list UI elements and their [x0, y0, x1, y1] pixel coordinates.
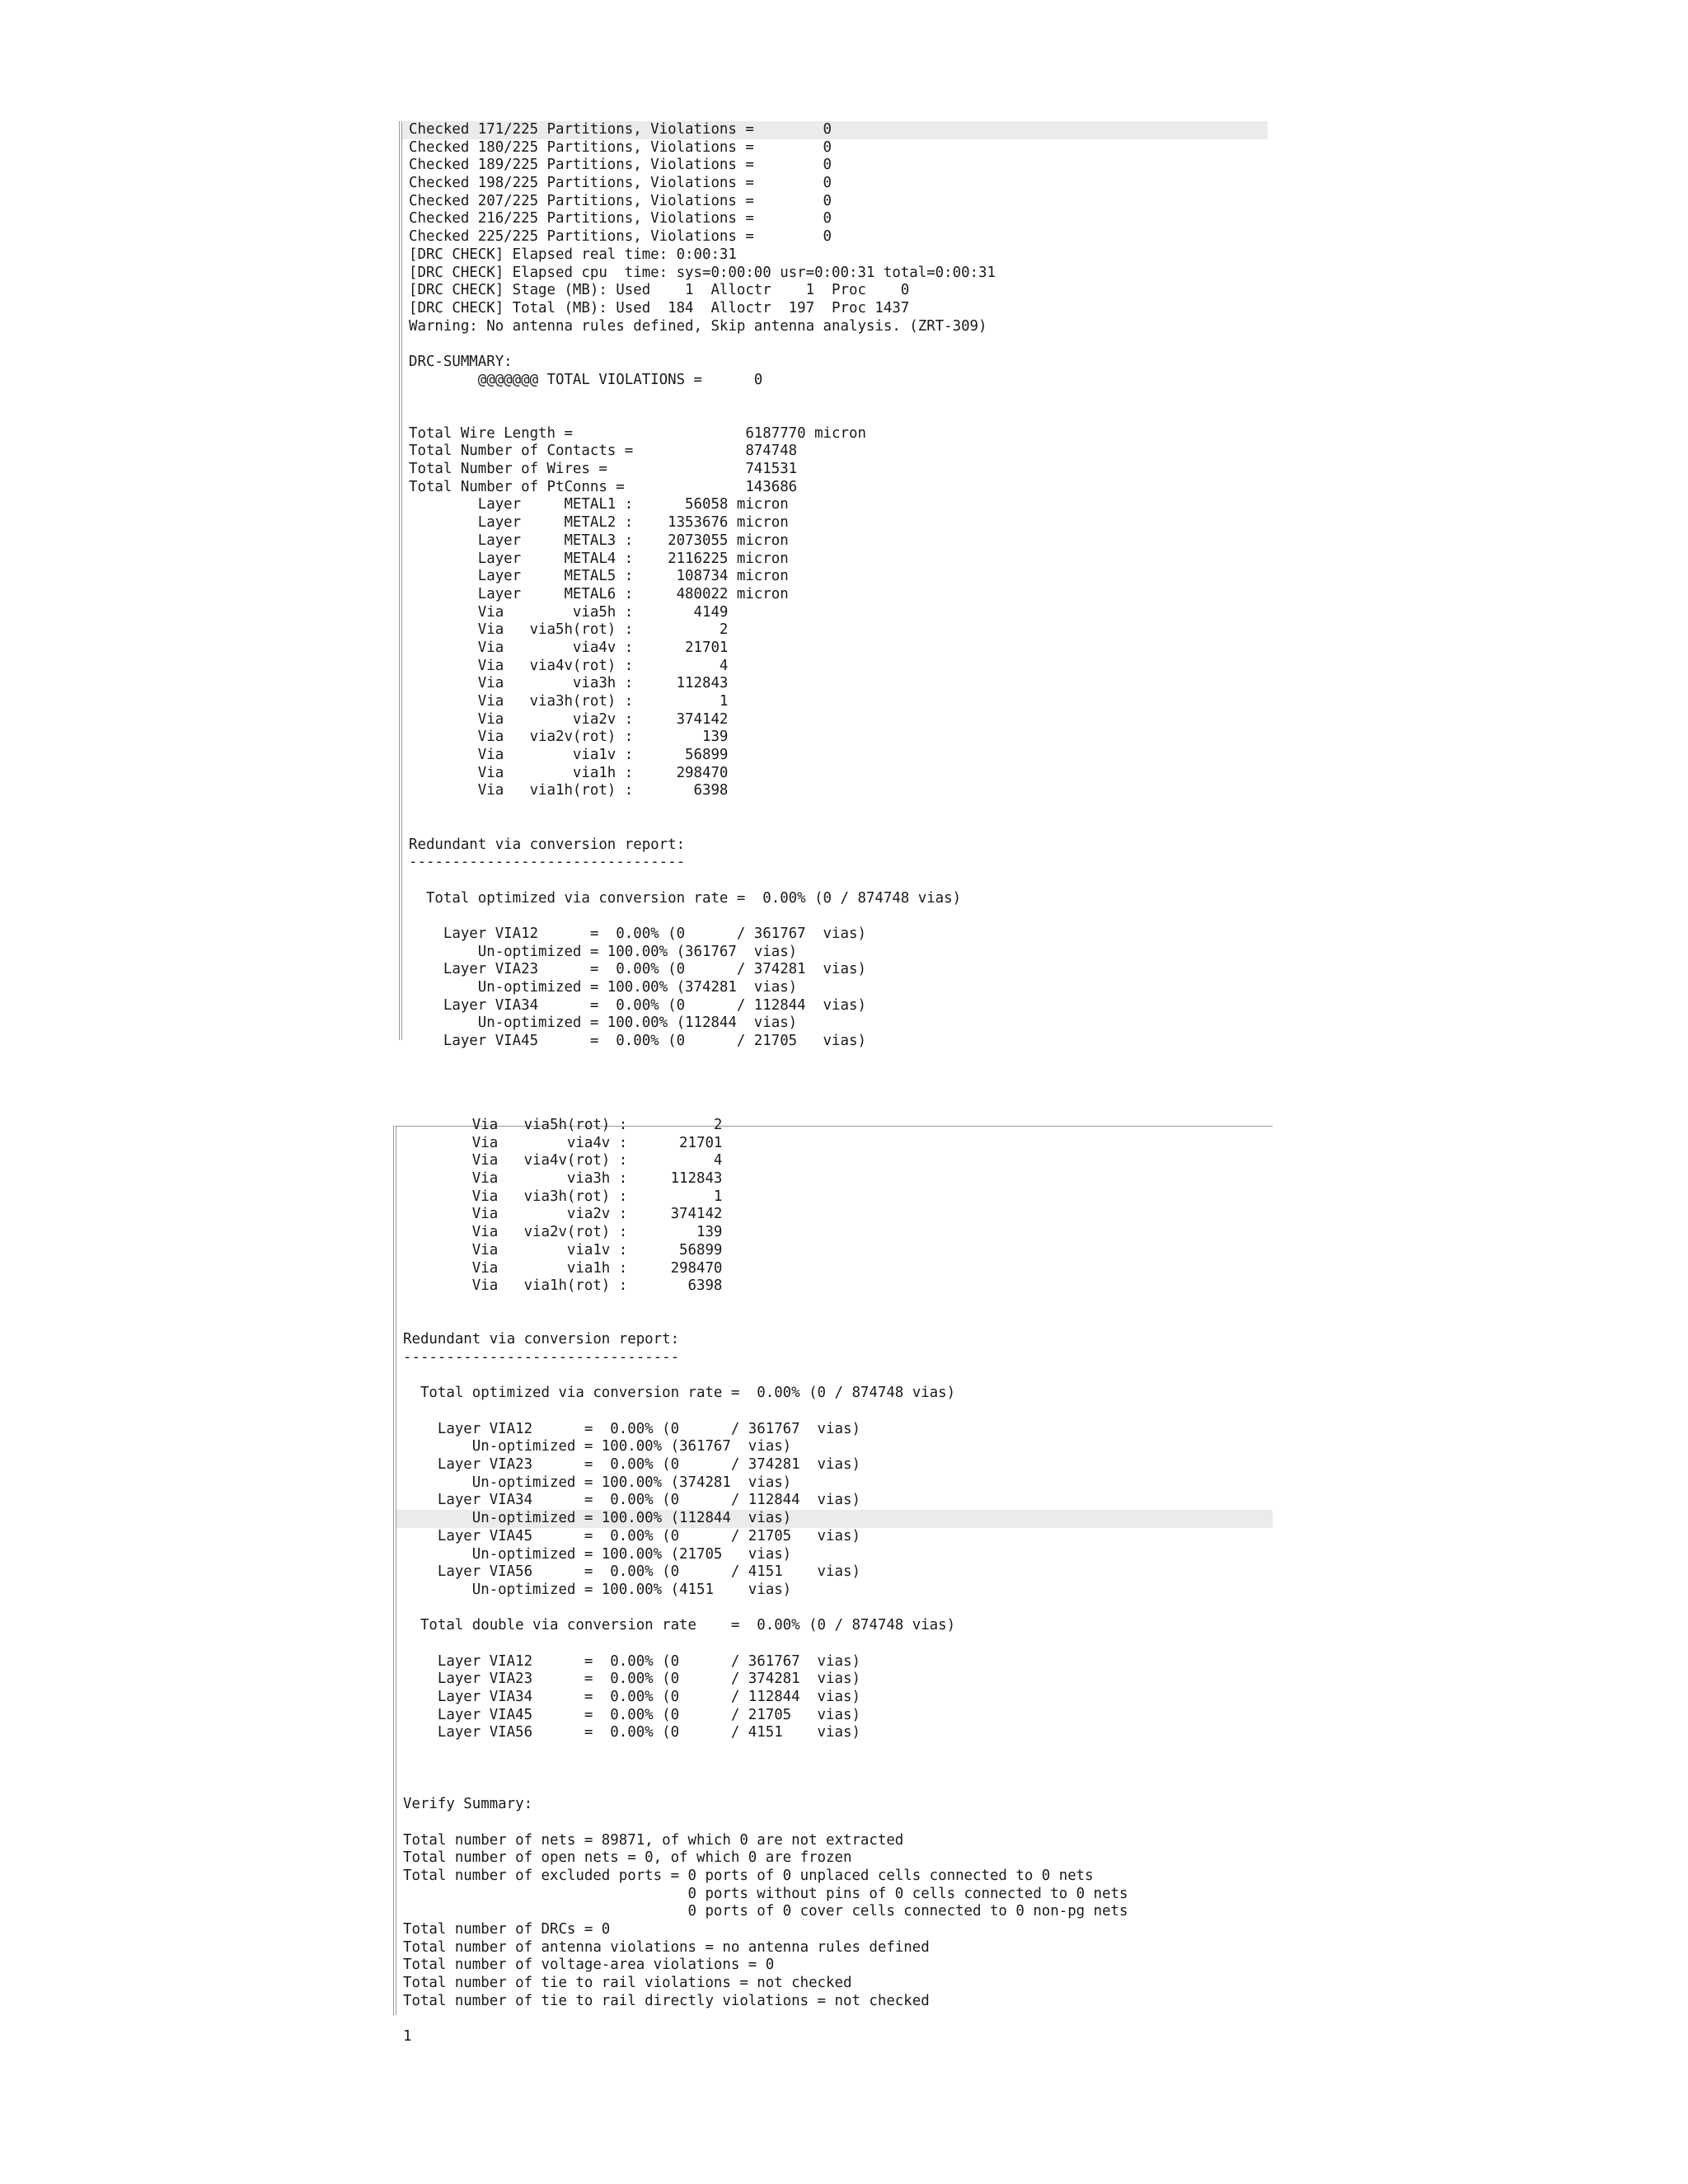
- terminal-line: Layer VIA12 = 0.00% (0 / 361767 vias): [403, 1420, 860, 1437]
- terminal-line: Via via1h : 298470: [409, 764, 729, 781]
- terminal-line: Total number of excluded ports = 0 ports of 0 unplaced cells connected to 0 nets: [403, 1867, 1094, 1884]
- terminal-line: Un-optimized = 100.00% (361767 vias): [409, 943, 798, 960]
- terminal-line: [403, 1403, 1273, 1421]
- terminal-line: Verify Summary:: [403, 1796, 533, 1813]
- terminal-line: Layer METAL1 : 56058 micron: [409, 496, 789, 513]
- terminal-line: Via via3h(rot) : 1: [409, 693, 729, 710]
- terminal-line: Total number of tie to rail violations = not checked: [403, 1975, 852, 1991]
- terminal-line: Checked 180/225 Partitions, Violations = 0: [409, 138, 832, 156]
- terminal-line: [403, 1760, 1273, 1779]
- terminal-line: Total number of DRCs = 0: [403, 1920, 611, 1938]
- terminal-line: 1: [403, 2028, 412, 2046]
- terminal-line: Checked 216/225 Partitions, Violations = 0: [409, 210, 832, 227]
- terminal-line: Checked 189/225 Partitions, Violations = 0: [409, 157, 832, 174]
- terminal-line: [DRC CHECK] Stage (MB): Used 1 Alloctr 1 Proc 0: [409, 282, 910, 299]
- terminal-line: 0 ports without pins of 0 cells connected to 0 nets: [403, 1885, 1128, 1902]
- terminal-line: Via via1h(rot) : 6398: [409, 782, 729, 799]
- terminal-line: Layer METAL4 : 2116225 micron: [409, 550, 789, 567]
- terminal-line: Via via5h(rot) : 2: [409, 621, 729, 639]
- terminal-line: Layer VIA23 = 0.00% (0 / 374281 vias): [403, 1456, 860, 1474]
- terminal-line-highlighted: Un-optimized = 100.00% (112844 vias): [396, 1510, 1273, 1528]
- terminal-line: Via via4v(rot) : 4: [403, 1152, 723, 1169]
- terminal-line: Warning: No antenna rules defined, Skip antenna analysis. (ZRT-309): [409, 317, 987, 335]
- terminal-line: [409, 389, 1268, 407]
- terminal-line: Total number of voltage-area violations = 0: [403, 1957, 775, 1974]
- terminal-line: Total number of open nets = 0, of which 0 are frozen: [403, 1849, 852, 1867]
- terminal-line: Layer METAL2 : 1353676 micron: [409, 514, 789, 532]
- terminal-line: Redundant via conversion report:: [403, 1331, 680, 1348]
- terminal-line: Total Number of Wires = 741531: [409, 461, 798, 478]
- terminal-line: Layer METAL5 : 108734 micron: [409, 568, 789, 585]
- terminal-line: Un-optimized = 100.00% (4151 vias): [403, 1581, 792, 1598]
- terminal-panel-top[interactable]: [399, 121, 1268, 1050]
- terminal-line: [403, 1600, 1273, 1618]
- terminal-line: Layer VIA34 = 0.00% (0 / 112844 vias): [403, 1492, 860, 1509]
- terminal-output-top: [409, 121, 1268, 1051]
- terminal-line: Layer VIA45 = 0.00% (0 / 21705 vias): [409, 1033, 866, 1050]
- terminal-line: Via via2v(rot) : 139: [403, 1224, 723, 1241]
- terminal-line: [409, 335, 1268, 354]
- terminal-line: Via via3h : 112843: [409, 675, 729, 692]
- terminal-line: Checked 198/225 Partitions, Violations = 0: [409, 175, 832, 192]
- terminal-line: [409, 407, 1268, 425]
- terminal-line: [403, 1367, 1273, 1385]
- terminal-line: Layer VIA56 = 0.00% (0 / 4151 vias): [403, 1724, 860, 1741]
- terminal-line: Checked 225/225 Partitions, Violations = 0: [409, 228, 832, 246]
- terminal-line: Total number of nets = 89871, of which 0 are not extracted: [403, 1831, 904, 1849]
- terminal-line: [DRC CHECK] Elapsed real time: 0:00:31: [409, 246, 737, 263]
- terminal-output-bottom: [403, 1117, 1273, 2046]
- terminal-line: Un-optimized = 100.00% (21705 vias): [403, 1545, 792, 1563]
- terminal-line: Total double via conversion rate = 0.00% (0 / 874748 vias): [403, 1617, 956, 1634]
- terminal-line: Layer METAL3 : 2073055 micron: [409, 532, 789, 549]
- terminal-line: [403, 1635, 1273, 1653]
- terminal-line: Layer VIA45 = 0.00% (0 / 21705 vias): [403, 1706, 860, 1723]
- terminal-line: [403, 1742, 1273, 1760]
- terminal-line: Total Number of Contacts = 874748: [409, 443, 798, 460]
- terminal-line: Via via5h(rot) : 2: [403, 1117, 723, 1133]
- terminal-line: Total number of antenna violations = no antenna rules defined: [403, 1938, 930, 1956]
- terminal-panel-bottom[interactable]: [393, 1117, 1273, 2046]
- terminal-line: Un-optimized = 100.00% (374281 vias): [403, 1474, 792, 1491]
- terminal-line: [403, 1778, 1273, 1796]
- terminal-line: Layer VIA12 = 0.00% (0 / 361767 vias): [409, 925, 866, 942]
- terminal-line: Total optimized via conversion rate = 0.00% (0 / 874748 vias): [409, 889, 962, 907]
- terminal-line: Via via1h : 298470: [403, 1259, 723, 1277]
- terminal-line: [409, 818, 1268, 837]
- terminal-line: Via via1v : 56899: [403, 1241, 723, 1258]
- terminal-line: Via via2v : 374142: [409, 710, 729, 728]
- terminal-line: [403, 2010, 1273, 2028]
- terminal-line: Via via1v : 56899: [409, 747, 729, 764]
- terminal-line: Redundant via conversion report:: [409, 836, 686, 853]
- terminal-line: Layer VIA34 = 0.00% (0 / 112844 vias): [403, 1689, 860, 1705]
- terminal-line: Layer METAL6 : 480022 micron: [409, 585, 789, 602]
- terminal-line: [409, 800, 1268, 818]
- terminal-line: Layer VIA34 = 0.00% (0 / 112844 vias): [409, 996, 866, 1014]
- terminal-line: Via via1h(rot) : 6398: [403, 1277, 723, 1295]
- terminal-line: [409, 872, 1268, 890]
- terminal-line: Via via4v : 21701: [403, 1134, 723, 1151]
- terminal-line: @@@@@@@ TOTAL VIOLATIONS = 0: [409, 371, 763, 388]
- terminal-line: Checked 207/225 Partitions, Violations = 0: [409, 192, 832, 209]
- terminal-line: [DRC CHECK] Total (MB): Used 184 Alloctr 197 Proc 1437: [409, 299, 910, 316]
- terminal-line: Via via4v : 21701: [409, 639, 729, 656]
- terminal-line: Layer VIA12 = 0.00% (0 / 361767 vias): [403, 1652, 860, 1670]
- terminal-line: Total number of tie to rail directly violations = not checked: [403, 1992, 930, 2009]
- terminal-line: [403, 1314, 1273, 1332]
- terminal-line: Via via2v(rot) : 139: [409, 729, 729, 746]
- terminal-line: Layer VIA23 = 0.00% (0 / 374281 vias): [403, 1671, 860, 1688]
- terminal-line: [403, 1814, 1273, 1832]
- terminal-line: Layer VIA56 = 0.00% (0 / 4151 vias): [403, 1563, 860, 1581]
- terminal-line: Via via3h(rot) : 1: [403, 1188, 723, 1205]
- terminal-line: Total optimized via conversion rate = 0.00% (0 / 874748 vias): [403, 1385, 956, 1402]
- terminal-line: [409, 907, 1268, 926]
- terminal-line: Layer VIA23 = 0.00% (0 / 374281 vias): [409, 961, 866, 978]
- terminal-line: Layer VIA45 = 0.00% (0 / 21705 vias): [403, 1527, 860, 1544]
- terminal-line-highlighted: Checked 171/225 Partitions, Violations = 0: [402, 121, 1268, 139]
- terminal-line: --------------------------------: [409, 854, 686, 871]
- terminal-line: Un-optimized = 100.00% (361767 vias): [403, 1438, 792, 1455]
- terminal-line: Total Number of PtConns = 143686: [409, 478, 798, 495]
- terminal-line: [DRC CHECK] Elapsed cpu time: sys=0:00:00 usr=0:00:31 total=0:00:31: [409, 264, 996, 281]
- terminal-line: [403, 1296, 1273, 1314]
- terminal-line: Un-optimized = 100.00% (374281 vias): [409, 979, 798, 996]
- terminal-line: Total Wire Length = 6187770 micron: [409, 424, 866, 442]
- terminal-line: DRC-SUMMARY:: [409, 353, 513, 370]
- terminal-line: Via via5h : 4149: [409, 603, 729, 621]
- terminal-line: Via via3h : 112843: [403, 1170, 723, 1188]
- terminal-line: Via via4v(rot) : 4: [409, 657, 729, 674]
- terminal-line: --------------------------------: [403, 1348, 680, 1366]
- terminal-line: 0 ports of 0 cover cells connected to 0 non-pg nets: [403, 1903, 1128, 1920]
- terminal-line: Via via2v : 374142: [403, 1206, 723, 1223]
- terminal-line: Un-optimized = 100.00% (112844 vias): [409, 1015, 798, 1032]
